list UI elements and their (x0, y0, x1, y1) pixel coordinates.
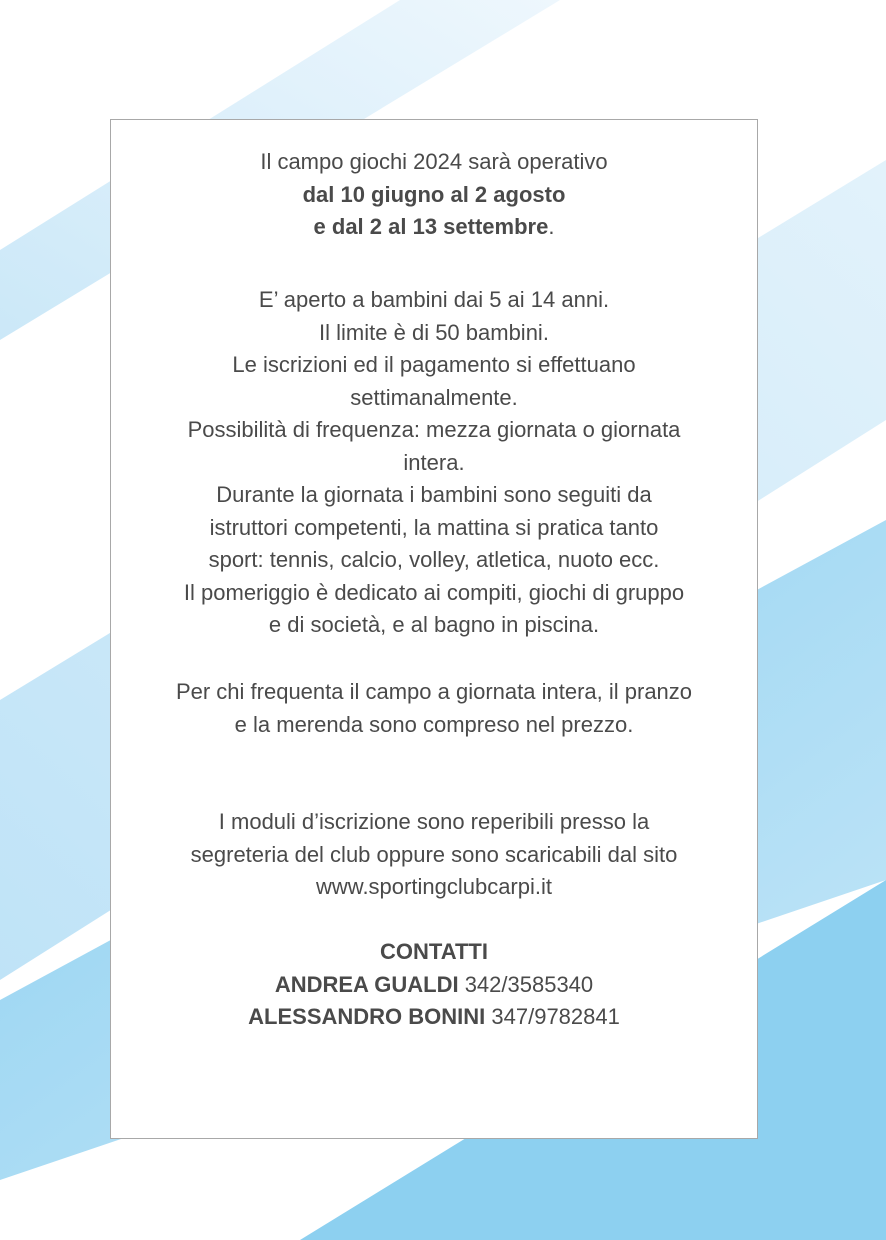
forms-line: I moduli d’iscrizione sono reperibili presso la (218, 809, 650, 834)
contact-phone[interactable]: 347/9782841 (491, 1004, 620, 1029)
contact-name: ALESSANDRO BONINI (248, 1004, 486, 1029)
date-range-september: e dal 2 al 13 settembre (313, 214, 549, 239)
description-line: e di società, e al bagno in piscina. (268, 612, 600, 637)
contact-name: ANDREA GUALDI (274, 971, 459, 997)
date-range-period: . (548, 214, 555, 239)
date-range-september-line (111, 211, 757, 244)
description-line: Il pomeriggio è dedicato ai compiti, giochi di gruppo (183, 579, 685, 605)
description-line: Possibilità di frequenza: mezza giornata o giornata (187, 417, 681, 442)
contact-row (111, 969, 757, 1002)
description-line: istruttori competenti, la mattina si pratica tanto (209, 514, 659, 540)
info-card (110, 119, 758, 1139)
website-link[interactable]: www.sportingclubcarpi.it (316, 874, 552, 899)
description-line: sport: tennis, calcio, volley, atletica, nuoto ecc. (208, 547, 660, 572)
contact-phone[interactable]: 342/3585340 (464, 971, 594, 997)
lunch-note (111, 676, 757, 741)
description-line: settimanalmente. (350, 384, 518, 410)
description-line: Durante la giornata i bambini sono seguiti da (216, 482, 652, 507)
date-range-summer: dal 10 giugno al 2 agosto (302, 181, 566, 207)
forms-line: segreteria del club oppure sono scaricabili dal sito (190, 841, 678, 867)
intro-line: Il campo giochi 2024 sarà operativo (260, 149, 608, 174)
contacts-heading: CONTATTI (380, 939, 488, 964)
description-line: intera. (403, 449, 465, 475)
contact-row (111, 1001, 757, 1034)
camp-description (111, 284, 757, 642)
description-line: E’ aperto a bambini dai 5 ai 14 anni. (258, 287, 610, 312)
description-line: Il limite è di 50 bambini. (319, 319, 549, 345)
lunch-line: Per chi frequenta il campo a giornata intera, il pranzo (175, 679, 693, 704)
forms-note (111, 806, 757, 904)
description-line: Le iscrizioni ed il pagamento si effettuano (232, 352, 636, 377)
lunch-line: e la merenda sono compreso nel prezzo. (234, 711, 634, 737)
season-dates (111, 146, 757, 244)
contacts-section (111, 936, 757, 1034)
